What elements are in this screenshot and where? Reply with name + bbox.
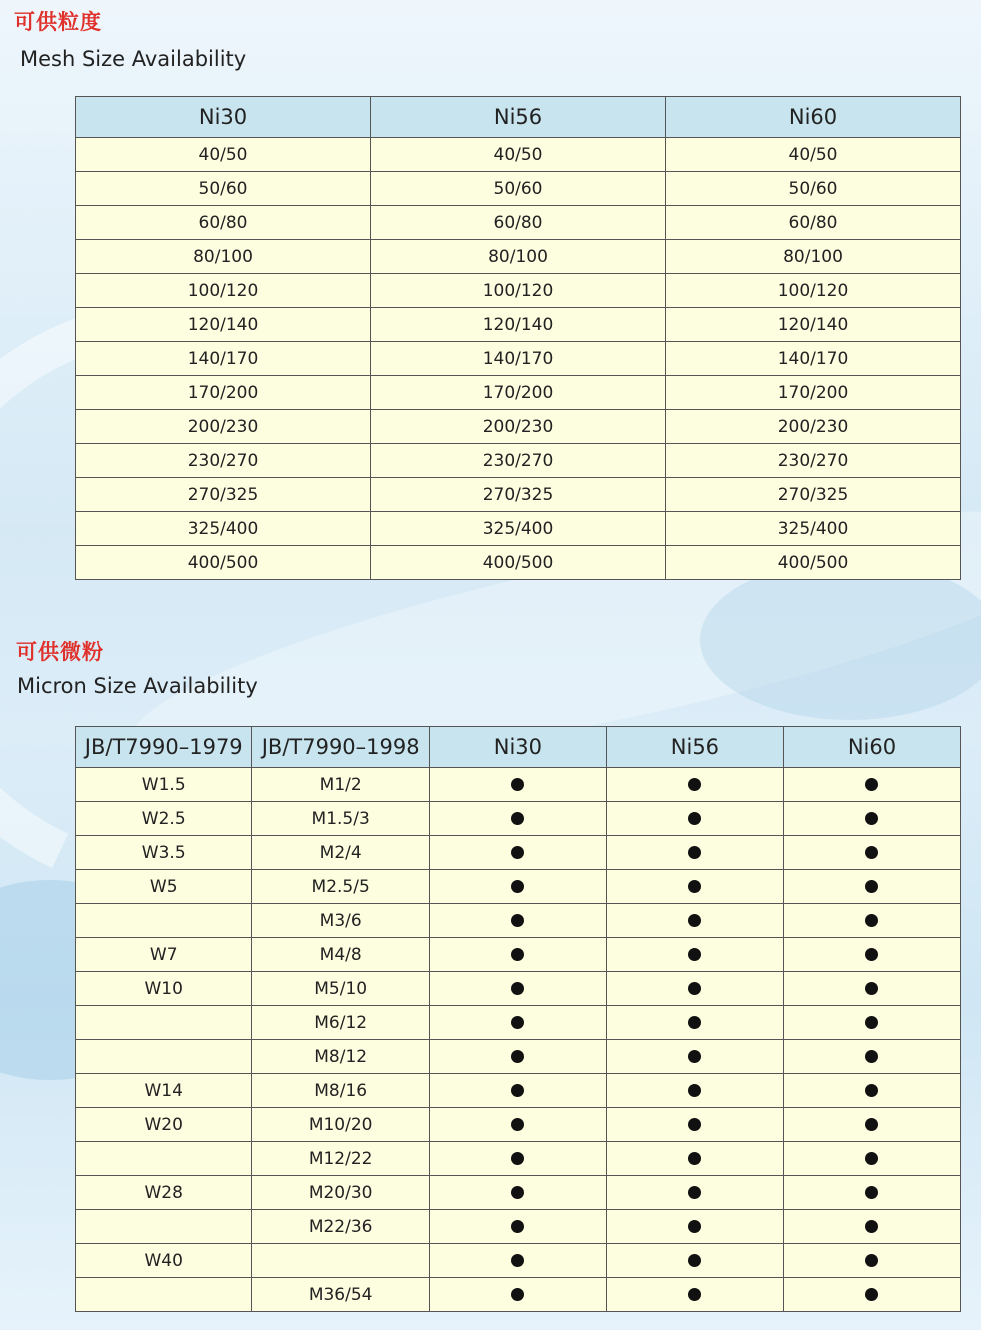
table-cell: 400/500: [76, 546, 371, 580]
table-cell: M2.5/5: [252, 870, 429, 904]
table-cell: [606, 1074, 783, 1108]
available-dot-icon: [865, 982, 878, 995]
table-cell: [429, 1210, 606, 1244]
available-dot-icon: [865, 812, 878, 825]
table-cell: 120/140: [371, 308, 666, 342]
available-dot-icon: [688, 948, 701, 961]
table-cell: 120/140: [76, 308, 371, 342]
available-dot-icon: [511, 1118, 524, 1131]
table-row: [76, 1142, 961, 1176]
table-cell: [606, 972, 783, 1006]
table-cell: [606, 1142, 783, 1176]
table-cell: [76, 1142, 252, 1176]
table-cell: [783, 1074, 960, 1108]
available-dot-icon: [511, 812, 524, 825]
available-dot-icon: [865, 1050, 878, 1063]
table-row: [76, 802, 961, 836]
column-header: Ni56: [606, 727, 783, 768]
table-row: [76, 308, 961, 342]
table-cell: [783, 836, 960, 870]
table-row: [76, 274, 961, 308]
table-cell: 400/500: [666, 546, 961, 580]
table-row: [76, 444, 961, 478]
available-dot-icon: [865, 1118, 878, 1131]
available-dot-icon: [511, 846, 524, 859]
available-dot-icon: [865, 1288, 878, 1301]
table-row: [76, 206, 961, 240]
table-cell: [429, 1108, 606, 1142]
available-dot-icon: [511, 1050, 524, 1063]
table-cell: 50/60: [76, 172, 371, 206]
table-cell: M3/6: [252, 904, 429, 938]
table-cell: [606, 768, 783, 802]
table-row: [76, 870, 961, 904]
available-dot-icon: [688, 1254, 701, 1267]
table-cell: 270/325: [76, 478, 371, 512]
mesh-size-table: [75, 96, 961, 580]
table-cell: 50/60: [666, 172, 961, 206]
table-cell: M36/54: [252, 1278, 429, 1312]
table-row: [76, 138, 961, 172]
table-cell: M6/12: [252, 1006, 429, 1040]
table-cell: [606, 1244, 783, 1278]
table-cell: 230/270: [371, 444, 666, 478]
table-cell: [783, 1040, 960, 1074]
table-cell: [429, 938, 606, 972]
table-cell: 80/100: [666, 240, 961, 274]
table-cell: [606, 1176, 783, 1210]
table-cell: [606, 1006, 783, 1040]
table-cell: 400/500: [371, 546, 666, 580]
table-cell: 325/400: [76, 512, 371, 546]
table-cell: [783, 972, 960, 1006]
table-cell: M8/12: [252, 1040, 429, 1074]
available-dot-icon: [511, 982, 524, 995]
available-dot-icon: [865, 1254, 878, 1267]
available-dot-icon: [865, 880, 878, 893]
table-cell: [429, 768, 606, 802]
table-cell: 50/60: [371, 172, 666, 206]
column-header: Ni60: [666, 97, 961, 138]
available-dot-icon: [865, 1220, 878, 1233]
table-cell: 140/170: [666, 342, 961, 376]
available-dot-icon: [865, 1186, 878, 1199]
available-dot-icon: [688, 1220, 701, 1233]
available-dot-icon: [688, 1050, 701, 1063]
table-cell: M1/2: [252, 768, 429, 802]
available-dot-icon: [688, 812, 701, 825]
table-cell: M2/4: [252, 836, 429, 870]
table-cell: [783, 1210, 960, 1244]
table-cell: 40/50: [371, 138, 666, 172]
table-cell: M22/36: [252, 1210, 429, 1244]
available-dot-icon: [865, 1152, 878, 1165]
table-cell: 170/200: [76, 376, 371, 410]
table-cell: M5/10: [252, 972, 429, 1006]
table-cell: W14: [76, 1074, 252, 1108]
table-cell: 230/270: [76, 444, 371, 478]
table-cell: [606, 1278, 783, 1312]
table-cell: [252, 1244, 429, 1278]
column-header: Ni30: [76, 97, 371, 138]
table-cell: 80/100: [371, 240, 666, 274]
table-row: [76, 768, 961, 802]
table-row: [76, 512, 961, 546]
table-cell: [429, 904, 606, 938]
table-row: [76, 240, 961, 274]
table-cell: [76, 904, 252, 938]
table-cell: [429, 802, 606, 836]
available-dot-icon: [688, 982, 701, 995]
available-dot-icon: [688, 778, 701, 791]
table-cell: 120/140: [666, 308, 961, 342]
table-cell: [783, 1108, 960, 1142]
table-cell: M12/22: [252, 1142, 429, 1176]
available-dot-icon: [865, 846, 878, 859]
table-row: [76, 342, 961, 376]
table-row: [76, 836, 961, 870]
table-cell: M20/30: [252, 1176, 429, 1210]
column-header: Ni56: [371, 97, 666, 138]
table-cell: W3.5: [76, 836, 252, 870]
table-cell: W2.5: [76, 802, 252, 836]
table-row: [76, 1278, 961, 1312]
table-cell: [429, 972, 606, 1006]
table-cell: 270/325: [371, 478, 666, 512]
available-dot-icon: [511, 1152, 524, 1165]
available-dot-icon: [511, 1016, 524, 1029]
available-dot-icon: [511, 778, 524, 791]
table-cell: W40: [76, 1244, 252, 1278]
available-dot-icon: [688, 846, 701, 859]
available-dot-icon: [511, 1084, 524, 1097]
available-dot-icon: [688, 1118, 701, 1131]
table-header-row: [76, 727, 961, 768]
table-row: [76, 972, 961, 1006]
table-cell: [606, 1108, 783, 1142]
table-cell: [429, 1074, 606, 1108]
background-swoosh: [700, 560, 981, 720]
table-cell: [783, 1142, 960, 1176]
table-cell: [606, 836, 783, 870]
micron-size-table: [75, 726, 961, 1312]
column-header: Ni60: [783, 727, 960, 768]
table-row: [76, 1074, 961, 1108]
table-cell: 200/230: [76, 410, 371, 444]
table-cell: W20: [76, 1108, 252, 1142]
available-dot-icon: [865, 948, 878, 961]
table-cell: [783, 1278, 960, 1312]
table-cell: [783, 870, 960, 904]
table-header-row: [76, 97, 961, 138]
table-cell: [429, 836, 606, 870]
table-cell: [783, 802, 960, 836]
table-cell: 200/230: [666, 410, 961, 444]
table-row: [76, 376, 961, 410]
table-cell: [76, 1278, 252, 1312]
available-dot-icon: [688, 1152, 701, 1165]
table-cell: [606, 904, 783, 938]
mesh-title-en: Mesh Size Availability: [20, 47, 247, 71]
available-dot-icon: [688, 1016, 701, 1029]
table-row: [76, 478, 961, 512]
table-row: [76, 1210, 961, 1244]
table-row: [76, 1006, 961, 1040]
table-row: [76, 410, 961, 444]
table-cell: 100/120: [76, 274, 371, 308]
column-header: Ni30: [429, 727, 606, 768]
table-cell: [76, 1040, 252, 1074]
table-cell: 140/170: [371, 342, 666, 376]
available-dot-icon: [688, 1186, 701, 1199]
available-dot-icon: [511, 880, 524, 893]
table-cell: [429, 1040, 606, 1074]
table-cell: 100/120: [371, 274, 666, 308]
table-cell: [76, 1210, 252, 1244]
column-header: JB/T7990–1979: [76, 727, 252, 768]
available-dot-icon: [865, 778, 878, 791]
table-row: [76, 172, 961, 206]
table-cell: 270/325: [666, 478, 961, 512]
table-cell: M8/16: [252, 1074, 429, 1108]
micron-title-cn: 可供微粉: [16, 640, 104, 664]
available-dot-icon: [511, 1288, 524, 1301]
table-cell: [783, 1006, 960, 1040]
table-cell: [783, 904, 960, 938]
table-cell: W7: [76, 938, 252, 972]
table-cell: [76, 1006, 252, 1040]
mesh-title-cn: 可供粒度: [14, 10, 102, 34]
table-cell: 325/400: [371, 512, 666, 546]
column-header: JB/T7990–1998: [252, 727, 429, 768]
table-cell: 60/80: [76, 206, 371, 240]
table-cell: W10: [76, 972, 252, 1006]
available-dot-icon: [865, 1016, 878, 1029]
table-cell: [783, 938, 960, 972]
table-cell: [429, 870, 606, 904]
available-dot-icon: [511, 914, 524, 927]
table-row: [76, 1244, 961, 1278]
table-row: [76, 938, 961, 972]
micron-title-en: Micron Size Availability: [17, 674, 258, 698]
table-cell: 60/80: [371, 206, 666, 240]
table-cell: [429, 1176, 606, 1210]
table-cell: 200/230: [371, 410, 666, 444]
table-cell: [606, 1040, 783, 1074]
available-dot-icon: [511, 1186, 524, 1199]
available-dot-icon: [511, 1220, 524, 1233]
available-dot-icon: [865, 1084, 878, 1097]
available-dot-icon: [688, 1084, 701, 1097]
table-cell: 40/50: [666, 138, 961, 172]
table-cell: [783, 768, 960, 802]
table-row: [76, 904, 961, 938]
available-dot-icon: [865, 914, 878, 927]
available-dot-icon: [688, 914, 701, 927]
available-dot-icon: [688, 1288, 701, 1301]
table-cell: 325/400: [666, 512, 961, 546]
table-cell: 170/200: [666, 376, 961, 410]
available-dot-icon: [511, 948, 524, 961]
table-cell: W1.5: [76, 768, 252, 802]
table-cell: [606, 870, 783, 904]
table-row: [76, 1108, 961, 1142]
table-cell: 60/80: [666, 206, 961, 240]
table-cell: 170/200: [371, 376, 666, 410]
table-cell: [606, 802, 783, 836]
table-cell: M4/8: [252, 938, 429, 972]
table-cell: M10/20: [252, 1108, 429, 1142]
table-cell: [429, 1244, 606, 1278]
table-cell: [783, 1244, 960, 1278]
table-cell: [606, 938, 783, 972]
table-cell: M1.5/3: [252, 802, 429, 836]
table-cell: W28: [76, 1176, 252, 1210]
table-cell: 140/170: [76, 342, 371, 376]
table-cell: [429, 1142, 606, 1176]
table-cell: W5: [76, 870, 252, 904]
table-cell: 230/270: [666, 444, 961, 478]
table-row: [76, 546, 961, 580]
table-row: [76, 1176, 961, 1210]
table-cell: [606, 1210, 783, 1244]
table-cell: [783, 1176, 960, 1210]
table-cell: 80/100: [76, 240, 371, 274]
available-dot-icon: [511, 1254, 524, 1267]
table-cell: [429, 1006, 606, 1040]
table-row: [76, 1040, 961, 1074]
table-cell: 40/50: [76, 138, 371, 172]
available-dot-icon: [688, 880, 701, 893]
table-cell: [429, 1278, 606, 1312]
table-cell: 100/120: [666, 274, 961, 308]
